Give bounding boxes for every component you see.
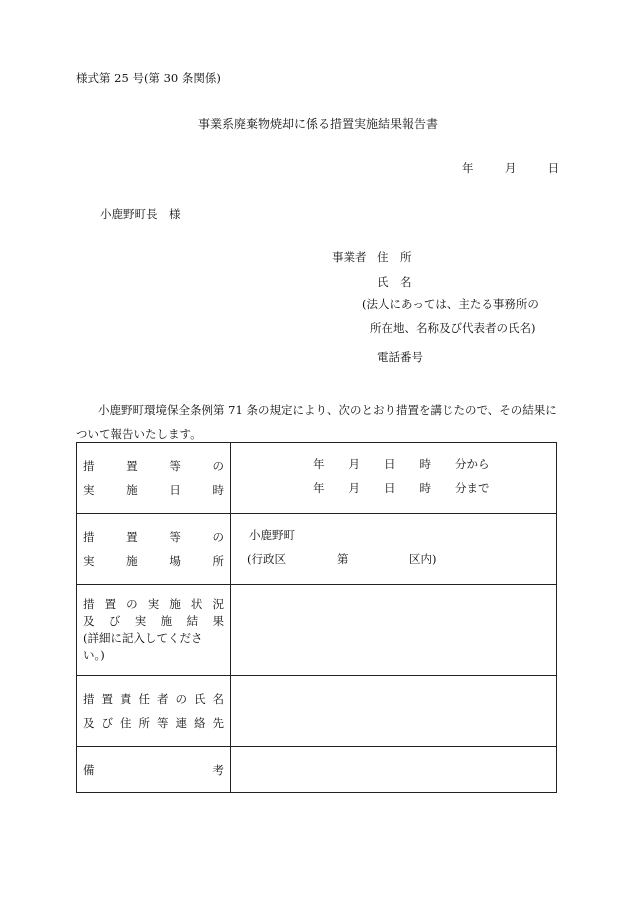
label-line: 実 施 場 所 — [83, 554, 224, 568]
label-line: 及 び 実 施 結 果 — [83, 614, 224, 628]
district-number: 第 — [337, 552, 349, 566]
applicant-block — [332, 249, 572, 369]
month-label: 月 — [504, 161, 517, 175]
table-row-responsible — [77, 676, 557, 747]
label-location — [77, 514, 231, 585]
location-field[interactable] — [231, 514, 557, 585]
phone-label: 電話番号 — [377, 350, 423, 364]
town-name: 小鹿野町 — [249, 528, 295, 542]
label-line: 措 置 等 の — [83, 530, 224, 544]
document-title: 事業系廃棄物焼却に係る措置実施結果報告書 — [198, 117, 439, 131]
district-open: (行政区 — [247, 552, 286, 566]
intro-paragraph: 小鹿野町環境保全条例第 71 条の規定により、次のとおり措置を講じたので、その結果について報告いたします。 — [76, 403, 557, 441]
remarks-field[interactable] — [231, 747, 557, 793]
table-row-datetime — [77, 443, 557, 514]
label-line: 措 置 等 の — [83, 459, 224, 473]
year-label: 年 — [462, 161, 474, 175]
status-field[interactable] — [231, 585, 557, 676]
label-note: (詳細に記入してくださ — [83, 631, 203, 645]
address-label: 住 所 — [377, 250, 412, 264]
label-status — [77, 585, 231, 676]
form-number: 様式第 25 号(第 30 条関係) — [76, 71, 221, 85]
label-line: 備 考 — [83, 762, 224, 777]
label-line: 実 施 日 時 — [83, 483, 224, 497]
date-line — [462, 160, 559, 176]
day-label: 日 — [547, 161, 560, 175]
addressee: 小鹿野町長 様 — [100, 207, 181, 221]
corporate-note-line2: 所在地、名称及び代表者の氏名) — [370, 321, 536, 335]
responsible-field[interactable] — [231, 676, 557, 747]
table-row-location — [77, 514, 557, 585]
report-table — [76, 442, 557, 793]
datetime-to: 年 月 日 時 分まで — [313, 481, 490, 495]
table-row-remarks — [77, 747, 557, 793]
district-close: 区内) — [409, 552, 437, 566]
label-datetime — [77, 443, 231, 514]
label-note: い。) — [83, 648, 105, 662]
datetime-field[interactable] — [231, 443, 557, 514]
applicant-label: 事業者 — [332, 250, 367, 264]
label-responsible — [77, 676, 231, 747]
label-line: 措 置 の 実 施 状 況 — [83, 597, 224, 611]
label-remarks — [77, 747, 231, 793]
table-row-status — [77, 585, 557, 676]
label-line: 及 び 住 所 等 連 絡 先 — [83, 716, 224, 730]
corporate-note-line1: (法人にあっては、主たる事務所の — [362, 297, 539, 311]
label-line: 措 置 責 任 者 の 氏 名 — [83, 692, 224, 706]
name-label: 氏 名 — [377, 275, 412, 289]
datetime-from: 年 月 日 時 分から — [313, 457, 490, 471]
